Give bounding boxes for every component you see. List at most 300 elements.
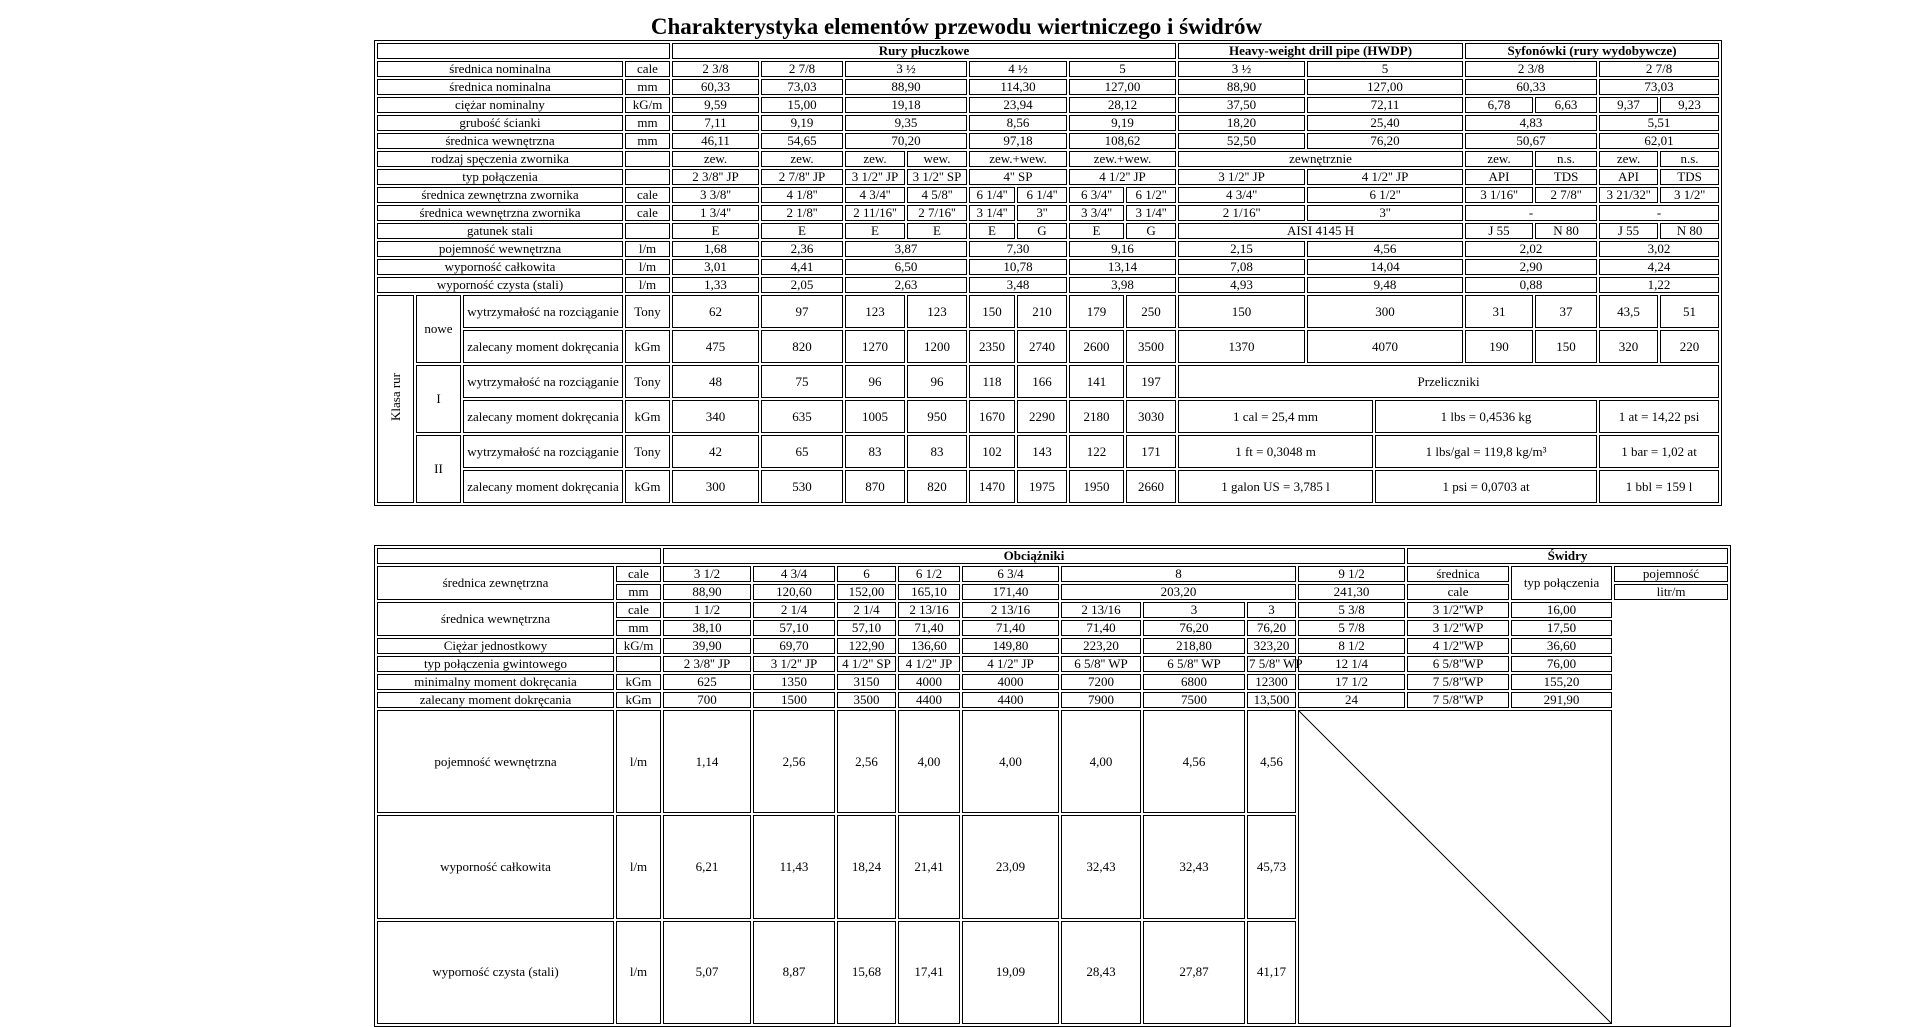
cell: zew.+wew.	[1069, 151, 1176, 167]
unit-label: cale	[625, 187, 670, 203]
cell: 1975	[1017, 470, 1067, 503]
cell: 6 1/4''	[1017, 187, 1067, 203]
cell: 4 5/8''	[907, 187, 967, 203]
cell: 2 3/8'' JP	[672, 169, 759, 185]
unit-label	[625, 169, 670, 185]
cell: 2 13/16	[1061, 602, 1141, 618]
cell: 2,02	[1465, 241, 1597, 257]
cell: 3	[1143, 602, 1245, 618]
cell: 37	[1535, 295, 1597, 328]
cell: zew.	[672, 151, 759, 167]
cell: 149,80	[962, 638, 1059, 654]
unit-label: cale	[625, 61, 670, 77]
bit-cell: 3 1/2''WP	[1407, 620, 1509, 636]
cell: 39,90	[663, 638, 751, 654]
cell: 2740	[1017, 330, 1067, 363]
row-label: zalecany moment dokręcania	[377, 692, 614, 708]
cell: 1500	[753, 692, 835, 708]
cell: 6 1/2''	[1307, 187, 1463, 203]
table-row	[377, 365, 1719, 398]
table-row	[377, 187, 1719, 203]
cell: 3''	[1307, 205, 1463, 221]
cell: 38,10	[663, 620, 751, 636]
cell: 45,73	[1247, 815, 1296, 918]
cell: 2 13/16	[962, 602, 1059, 618]
unit-label	[625, 223, 670, 239]
conversions-header: Przeliczniki	[1178, 365, 1719, 398]
cell: wew.	[907, 151, 967, 167]
cell: 28,12	[1069, 97, 1176, 113]
table-row	[377, 241, 1719, 257]
param-label: wytrzymałość na rozciąganie	[463, 435, 623, 468]
cell: 218,80	[1143, 638, 1245, 654]
cell: API	[1465, 169, 1533, 185]
cell: 1270	[845, 330, 905, 363]
cell: 4,00	[962, 710, 1059, 813]
param-label: wytrzymałość na rozciąganie	[463, 295, 623, 328]
unit-label: l/m	[616, 921, 661, 1024]
cell: 4,93	[1178, 277, 1305, 293]
cell: 1,22	[1599, 277, 1719, 293]
cell: 70,20	[845, 133, 967, 149]
cell: 43,5	[1599, 295, 1658, 328]
cell: 4,00	[898, 710, 960, 813]
cell: 7200	[1061, 674, 1141, 690]
row-label: średnica wewnętrzna	[377, 602, 614, 636]
table-row	[377, 710, 1728, 813]
table-row	[377, 133, 1719, 149]
bit-cell: 16,00	[1511, 602, 1612, 618]
unit-label: kG/m	[616, 638, 661, 654]
row-label: średnica wewnętrzna	[377, 133, 623, 149]
cell: zew.	[1599, 151, 1658, 167]
cell: 4,41	[761, 259, 843, 275]
row-label: pojemność wewnętrzna	[377, 710, 614, 813]
cell: 54,65	[761, 133, 843, 149]
cell: 2660	[1126, 470, 1176, 503]
cell: 3 1/2'' JP	[845, 169, 905, 185]
cell: 4000	[962, 674, 1059, 690]
cell: 3030	[1126, 400, 1176, 433]
unit-label: mm	[625, 133, 670, 149]
cell: 136,60	[898, 638, 960, 654]
cell: 3 3/8''	[672, 187, 759, 203]
cell: 2 3/8	[672, 61, 759, 77]
cell: 870	[845, 470, 905, 503]
cell: 0,88	[1465, 277, 1597, 293]
bit-cell: 7 5/8''WP	[1407, 674, 1509, 690]
cell: 97	[761, 295, 843, 328]
cell: 2350	[969, 330, 1015, 363]
cell: 18,24	[837, 815, 896, 918]
cell: 7500	[1143, 692, 1245, 708]
table-row	[377, 470, 1719, 503]
cell: 3 1/2	[663, 566, 751, 582]
cell: 210	[1017, 295, 1067, 328]
cell: 3150	[837, 674, 896, 690]
cell: 203,20	[1061, 584, 1296, 600]
cell: 2,36	[761, 241, 843, 257]
cell: 4400	[898, 692, 960, 708]
cell: 88,90	[663, 584, 751, 600]
cell: 123	[845, 295, 905, 328]
cell: 4400	[962, 692, 1059, 708]
cell: 179	[1069, 295, 1124, 328]
page-title: Charakterystyka elementów przewodu wiertniczego i świdrów	[650, 14, 1263, 39]
cell: 2 1/4	[753, 602, 835, 618]
row-label: średnica nominalna	[377, 61, 623, 77]
bit-header: litr/m	[1614, 584, 1728, 600]
cell: 9,16	[1069, 241, 1176, 257]
cell: 11,43	[753, 815, 835, 918]
table-row	[377, 97, 1719, 113]
cell: 4 3/4	[753, 566, 835, 582]
cell: 9,35	[845, 115, 967, 131]
cell: 5	[1069, 61, 1176, 77]
cell: 1670	[969, 400, 1015, 433]
cell: 18,20	[1178, 115, 1305, 131]
cell: 820	[907, 470, 967, 503]
cell: 820	[761, 330, 843, 363]
cell: 3 1/2''	[1660, 187, 1719, 203]
header-tubing: Syfonówki (rury wydobywcze)	[1465, 43, 1719, 59]
cell: 1370	[1178, 330, 1305, 363]
cell: 2 13/16	[898, 602, 960, 618]
cell: 32,43	[1143, 815, 1245, 918]
cell: 475	[672, 330, 759, 363]
unit-label: l/m	[625, 241, 670, 257]
cell: 300	[1307, 295, 1463, 328]
cell: 950	[907, 400, 967, 433]
bit-cell: 291,90	[1511, 692, 1612, 708]
bit-cell: 12 1/4	[1298, 656, 1405, 672]
bit-header: pojemność	[1614, 566, 1728, 582]
cell: 220	[1660, 330, 1719, 363]
cell: 150	[1535, 330, 1597, 363]
unit-label: cale	[616, 566, 661, 582]
conversion: 1 bbl = 159 l	[1599, 470, 1719, 503]
cell: G	[1017, 223, 1067, 239]
bit-cell: 3 1/2''WP	[1407, 602, 1509, 618]
cell: 21,41	[898, 815, 960, 918]
cell: 76,20	[1143, 620, 1245, 636]
cell: 3,01	[672, 259, 759, 275]
bit-cell: 8 1/2	[1298, 638, 1405, 654]
bit-cell: 155,20	[1511, 674, 1612, 690]
header-drill-collars: Obciążniki	[663, 548, 1405, 564]
cell: 3 1/16''	[1465, 187, 1533, 203]
cell: -	[1465, 205, 1597, 221]
table-row	[377, 115, 1719, 131]
table-row	[377, 205, 1719, 221]
bit-header: typ połączenia	[1511, 566, 1612, 600]
table-row	[377, 602, 1728, 618]
unit-label: mm	[625, 115, 670, 131]
cell: 71,40	[962, 620, 1059, 636]
cell: 3 ½	[1178, 61, 1305, 77]
row-label: średnica wewnętrzna zwornika	[377, 205, 623, 221]
cell: 62	[672, 295, 759, 328]
bit-cell: 17,50	[1511, 620, 1612, 636]
cell: 4,24	[1599, 259, 1719, 275]
cell: 2 7/16''	[907, 205, 967, 221]
cell: 3,98	[1069, 277, 1176, 293]
cell: 4 3/4''	[1178, 187, 1305, 203]
row-label: wyporność czysta (stali)	[377, 277, 623, 293]
cell: 52,50	[1178, 133, 1305, 149]
cell: 5	[1307, 61, 1463, 77]
cell: 2 7/8''	[1535, 187, 1597, 203]
cell: 114,30	[969, 79, 1067, 95]
cell: 166	[1017, 365, 1067, 398]
cell: zew.+wew.	[969, 151, 1067, 167]
klasa-rur-label	[377, 295, 414, 503]
cell: 4 ½	[969, 61, 1067, 77]
cell: 340	[672, 400, 759, 433]
cell: 4,00	[1061, 710, 1141, 813]
cell: 3,48	[969, 277, 1067, 293]
cell: 3 1/2'' JP	[753, 656, 835, 672]
cell: 97,18	[969, 133, 1067, 149]
table-row	[377, 692, 1728, 708]
cell: 2,90	[1465, 259, 1597, 275]
class-group: II	[416, 435, 461, 503]
cell: 3 1/4''	[1126, 205, 1176, 221]
cell: 530	[761, 470, 843, 503]
cell: 28,43	[1061, 921, 1141, 1024]
bit-header: cale	[1407, 584, 1509, 600]
cell: 65	[761, 435, 843, 468]
cell: 1950	[1069, 470, 1124, 503]
table-row	[377, 656, 1728, 672]
cell: AISI 4145 H	[1178, 223, 1463, 239]
cell: 9,37	[1599, 97, 1658, 113]
table-row	[377, 295, 1719, 328]
cell: 7900	[1061, 692, 1141, 708]
cell: 1005	[845, 400, 905, 433]
cell: J 55	[1599, 223, 1658, 239]
table-row	[377, 330, 1719, 363]
cell: 10,78	[969, 259, 1067, 275]
bit-cell: 24	[1298, 692, 1405, 708]
klasa-rur-text: Klasa rur	[387, 373, 403, 422]
cell: zew.	[761, 151, 843, 167]
cell: 3,02	[1599, 241, 1719, 257]
cell: 323,20	[1247, 638, 1296, 654]
class-group: nowe	[416, 295, 461, 363]
cell: 2,05	[761, 277, 843, 293]
cell: 6 1/2''	[1126, 187, 1176, 203]
row-label: typ połączenia	[377, 169, 623, 185]
cell: 14,04	[1307, 259, 1463, 275]
cell: 6,78	[1465, 97, 1533, 113]
row-label: minimalny moment dokręcania	[377, 674, 614, 690]
cell: 122,90	[837, 638, 896, 654]
table-row	[377, 277, 1719, 293]
conversion: 1 psi = 0,0703 at	[1375, 470, 1597, 503]
unit-label: Tony	[625, 295, 670, 328]
bit-cell: 4 1/2''WP	[1407, 638, 1509, 654]
cell: API	[1599, 169, 1658, 185]
cell: 127,00	[1069, 79, 1176, 95]
cell: zew.	[1465, 151, 1533, 167]
table-row	[377, 223, 1719, 239]
cell: 2 3/8	[1465, 61, 1597, 77]
cell: 23,09	[962, 815, 1059, 918]
unit-label: Tony	[625, 365, 670, 398]
cell: 9,48	[1307, 277, 1463, 293]
row-label: pojemność wewnętrzna	[377, 241, 623, 257]
cell: 197	[1126, 365, 1176, 398]
cell: 120,60	[753, 584, 835, 600]
cell: 190	[1465, 330, 1533, 363]
class-group: I	[416, 365, 461, 433]
cell: 48	[672, 365, 759, 398]
cell: 7 5/8'' WP	[1249, 656, 1303, 671]
unit-label: kGm	[625, 470, 670, 503]
cell: 9,59	[672, 97, 759, 113]
cell: N 80	[1535, 223, 1597, 239]
cell: 2,56	[753, 710, 835, 813]
table-row	[377, 61, 1719, 77]
cell: 3 21/32''	[1599, 187, 1658, 203]
cell: 2600	[1069, 330, 1124, 363]
cell: 2 7/8	[1599, 61, 1719, 77]
cell: 17,41	[898, 921, 960, 1024]
conversion: 1 ft = 0,3048 m	[1178, 435, 1373, 468]
table-row	[377, 566, 1728, 582]
cell: 76,20	[1307, 133, 1463, 149]
table-row	[377, 151, 1719, 167]
cell: 625	[663, 674, 751, 690]
param-label: zalecany moment dokręcania	[463, 400, 623, 433]
cell: 4 1/8''	[761, 187, 843, 203]
unit-label: kGm	[625, 330, 670, 363]
cell: 2180	[1069, 400, 1124, 433]
cell: 3 1/2'' SP	[907, 169, 967, 185]
cell: 15,00	[761, 97, 843, 113]
cell: 8,56	[969, 115, 1067, 131]
cell: E	[845, 223, 905, 239]
unit-label: l/m	[616, 815, 661, 918]
row-label: typ połączenia gwintowego	[377, 656, 614, 672]
cell: 23,94	[969, 97, 1067, 113]
unit-label: l/m	[625, 277, 670, 293]
table-row	[377, 259, 1719, 275]
cell: 141	[1069, 365, 1124, 398]
cell: 9 1/2	[1298, 566, 1405, 582]
cell: 96	[907, 365, 967, 398]
cell: 4 1/2'' JP	[962, 656, 1059, 672]
cell: 4'' SP	[969, 169, 1067, 185]
cell: 6 5/8'' WP	[1061, 656, 1141, 672]
cell: 6 5/8'' WP	[1143, 656, 1245, 672]
cell: zew.	[845, 151, 905, 167]
cell: 6 3/4	[962, 566, 1059, 582]
cell: 152,00	[837, 584, 896, 600]
cell: 88,90	[1178, 79, 1305, 95]
cell: G	[1126, 223, 1176, 239]
cell: n.s.	[1660, 151, 1719, 167]
cell: 9,19	[1069, 115, 1176, 131]
conversion: 1 cal = 25,4 mm	[1178, 400, 1373, 433]
bit-cell: 6 5/8''WP	[1407, 656, 1509, 672]
cell: E	[969, 223, 1015, 239]
cell: 143	[1017, 435, 1067, 468]
cell: 3 1/4''	[969, 205, 1015, 221]
conversion: 1 at = 14,22 psi	[1599, 400, 1719, 433]
cell: 2,56	[837, 710, 896, 813]
cell: 2 1/16''	[1178, 205, 1305, 221]
cell: 6	[837, 566, 896, 582]
cell: 2290	[1017, 400, 1067, 433]
cell: 2,63	[845, 277, 967, 293]
drill-string-table	[374, 40, 1722, 506]
cell: 72,11	[1307, 97, 1463, 113]
cell: 13,14	[1069, 259, 1176, 275]
cell: 4000	[898, 674, 960, 690]
cell: 4 1/2'' JP	[1069, 169, 1176, 185]
cell: 3 ½	[845, 61, 967, 77]
cell: 19,09	[962, 921, 1059, 1024]
cell: 31	[1465, 295, 1533, 328]
cell: 2 1/4	[837, 602, 896, 618]
unit-label: cale	[625, 205, 670, 221]
cell: 19,18	[845, 97, 967, 113]
cell: 4,56	[1143, 710, 1245, 813]
table-row	[377, 400, 1719, 433]
cell: 8	[1061, 566, 1296, 582]
cell: 2 3/8'' JP	[663, 656, 751, 672]
unit-label: mm	[616, 584, 661, 600]
cell: 5,51	[1599, 115, 1719, 131]
cell: 118	[969, 365, 1015, 398]
cell: 6 3/4''	[1069, 187, 1124, 203]
unit-label: l/m	[616, 710, 661, 813]
row-label: wyporność czysta (stali)	[377, 921, 614, 1024]
cell: 150	[969, 295, 1015, 328]
unit-label: mm	[625, 79, 670, 95]
cell: 150	[1178, 295, 1305, 328]
cell: 6 1/2	[898, 566, 960, 582]
unit-label: kGm	[616, 674, 661, 690]
cell: 2,15	[1178, 241, 1305, 257]
cell: 165,10	[898, 584, 960, 600]
cell: 46,11	[672, 133, 759, 149]
row-label: wyporność całkowita	[377, 259, 623, 275]
cell: 7,08	[1178, 259, 1305, 275]
cell: 83	[907, 435, 967, 468]
cell: 4,56	[1307, 241, 1463, 257]
cell: 75	[761, 365, 843, 398]
cell: 108,62	[1069, 133, 1176, 149]
cell: 300	[672, 470, 759, 503]
drill-collar-bit-table	[374, 545, 1731, 1027]
row-label: średnica nominalna	[377, 79, 623, 95]
empty-diagonal-cell	[1298, 710, 1612, 1024]
row-label: grubość ścianki	[377, 115, 623, 131]
param-label: zalecany moment dokręcania	[463, 330, 623, 363]
param-label: zalecany moment dokręcania	[463, 470, 623, 503]
cell: 73,03	[761, 79, 843, 95]
cell: 2 11/16''	[845, 205, 905, 221]
cell: 37,50	[1178, 97, 1305, 113]
cell: 3500	[837, 692, 896, 708]
conversion: 1 bar = 1,02 at	[1599, 435, 1719, 468]
cell: 102	[969, 435, 1015, 468]
cell: 3''	[1017, 205, 1067, 221]
cell: 3500	[1126, 330, 1176, 363]
